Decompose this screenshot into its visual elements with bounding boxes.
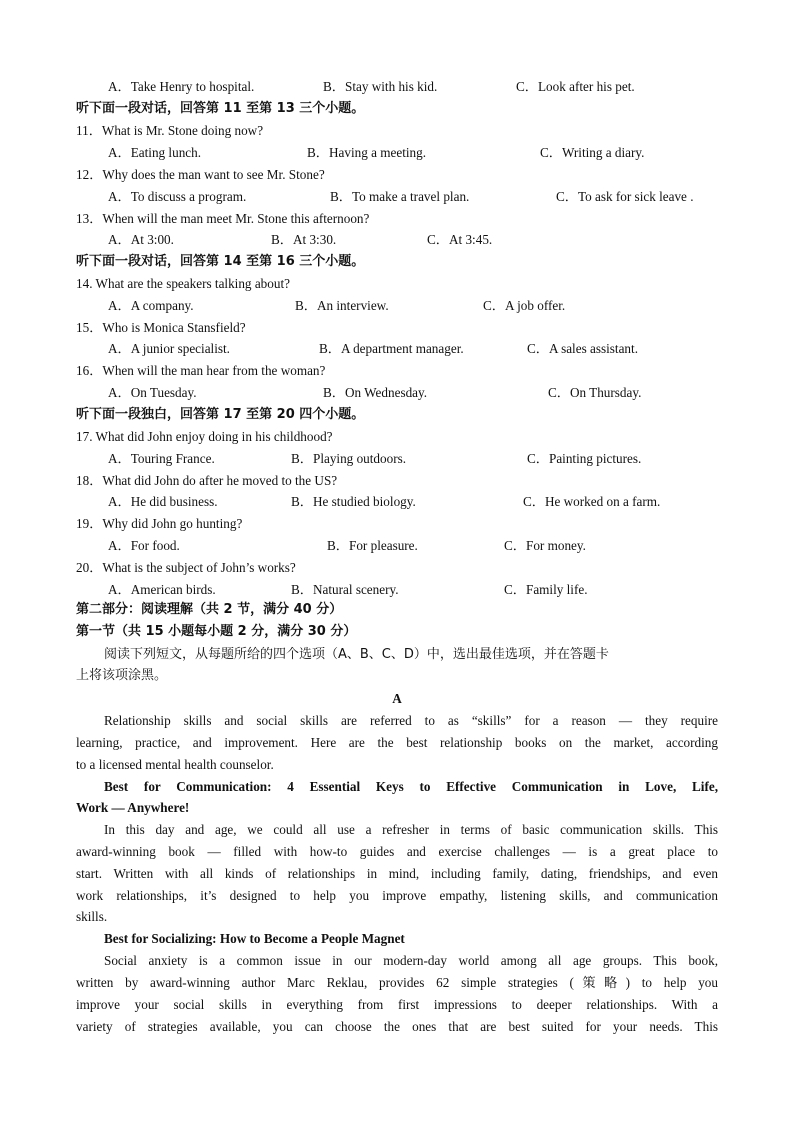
q10-option-a: A．Take Henry to hospital. xyxy=(108,79,255,94)
q17-option-c: C．Painting pictures. xyxy=(527,451,642,466)
q17-option-b: B．Playing outdoors. xyxy=(291,451,407,466)
book1-text-line-3: start. Written with all kinds of relationships in mind, including family, dating, friendships, and even xyxy=(76,866,718,881)
q19-option-a: A．For food. xyxy=(108,538,180,553)
q15-stem: 15．Who is Monica Stansfield? xyxy=(76,320,246,335)
q13-option-c: C．At 3:45. xyxy=(427,232,493,247)
q12-option-b: B．To make a travel plan. xyxy=(330,189,470,204)
section-heading-11-13: 听下面一段对话，回答第 11 至第 13 三个小题。 xyxy=(76,101,365,116)
book2-text-line-2: written by award-winning author Marc Reklau, provides 62 simple strategies (策略) to help you xyxy=(76,975,718,990)
q16-option-a: A．On Tuesday. xyxy=(108,385,197,400)
q11-option-a: A．Eating lunch. xyxy=(108,145,202,160)
q13-option-b: B．At 3:30. xyxy=(271,232,337,247)
intro-line-2: learning, practice, and improvement. Here are the best relationship books on the market, according xyxy=(76,735,718,750)
q18-option-c: C．He worked on a farm. xyxy=(523,494,661,509)
q11-option-b: B．Having a meeting. xyxy=(307,145,427,160)
q15-option-c: C．A sales assistant. xyxy=(527,341,638,356)
q12-option-c: C．To ask for sick leave . xyxy=(556,189,694,204)
book2-text-line-4: variety of strategies available, you can choose the ones that are best suited for your needs. This xyxy=(76,1019,718,1034)
q19-stem: 19．Why did John go hunting? xyxy=(76,516,243,531)
q19-option-b: B．For pleasure. xyxy=(327,538,418,553)
book1-text-line-5: skills. xyxy=(76,909,108,924)
q14-option-a: A．A company. xyxy=(108,298,194,313)
q20-option-a: A．American birds. xyxy=(108,582,216,597)
intro-line-1: Relationship skills and social skills are referred to as “skills” for a reason — they require xyxy=(104,713,718,728)
q10-option-b: B．Stay with his kid. xyxy=(323,79,438,94)
instructions-line-2: 上将该项涂黑。 xyxy=(76,668,168,683)
q13-stem: 13．When will the man meet Mr. Stone this afternoon? xyxy=(76,211,370,226)
q12-stem: 12．Why does the man want to see Mr. Stone? xyxy=(76,167,325,182)
part2-title: 第二部分：阅读理解（共 2 节，满分 40 分） xyxy=(76,602,343,617)
q16-option-b: B．On Wednesday. xyxy=(323,385,428,400)
book1-heading-line-1: Best for Communication: 4 Essential Keys to Effective Communication in Love, Life, xyxy=(104,779,718,794)
q11-option-c: C．Writing a diary. xyxy=(540,145,645,160)
q15-option-b: B．A department manager. xyxy=(319,341,464,356)
section-heading-14-16: 听下面一段对话，回答第 14 至第 16 三个小题。 xyxy=(76,254,365,269)
book1-text-line-1: In this day and age, we could all use a refresher in terms of basic communication skills. This xyxy=(104,822,718,837)
q20-stem: 20．What is the subject of John’s works? xyxy=(76,560,296,575)
section-heading-17-20: 听下面一段独白，回答第 17 至第 20 四个小题。 xyxy=(76,407,365,422)
book2-heading: Best for Socializing: How to Become a People Magnet xyxy=(104,931,405,946)
book2-text-line-3: improve your social skills in everything from first impressions to deeper relationships. With a xyxy=(76,997,718,1012)
q19-option-c: C．For money. xyxy=(504,538,586,553)
q12-option-a: A．To discuss a program. xyxy=(108,189,247,204)
q20-option-b: B．Natural scenery. xyxy=(291,582,399,597)
q20-option-c: C．Family life. xyxy=(504,582,588,597)
book1-heading-line-2: Work — Anywhere! xyxy=(76,800,190,815)
q10-option-c: C．Look after his pet. xyxy=(516,79,635,94)
q14-stem: 14. What are the speakers talking about? xyxy=(76,276,290,291)
q16-option-c: C．On Thursday. xyxy=(548,385,642,400)
q17-option-a: A．Touring France. xyxy=(108,451,215,466)
q11-stem: 11．What is Mr. Stone doing now? xyxy=(76,123,264,138)
q14-option-c: C．A job offer. xyxy=(483,298,566,313)
book1-text-line-4: work relationships, it’s designed to help you improve empathy, listening skills, and communication xyxy=(76,888,718,903)
q18-option-a: A．He did business. xyxy=(108,494,218,509)
q18-stem: 18．What did John do after he moved to the US? xyxy=(76,473,338,488)
book2-text-line-1: Social anxiety is a common issue in our modern-day world among all age groups. This book, xyxy=(104,953,718,968)
q13-option-a: A．At 3:00. xyxy=(108,232,174,247)
q18-option-b: B．He studied biology. xyxy=(291,494,416,509)
instructions-line-1: 阅读下列短文，从每题所给的四个选项（A、B、C、D）中，选出最佳选项，并在答题卡 xyxy=(104,647,609,662)
q16-stem: 16．When will the man hear from the woman? xyxy=(76,363,326,378)
section1-title: 第一节（共 15 小题每小题 2 分，满分 30 分） xyxy=(76,624,357,639)
q15-option-a: A．A junior specialist. xyxy=(108,341,230,356)
q17-stem: 17. What did John enjoy doing in his childhood? xyxy=(76,429,333,444)
passage-label: A xyxy=(392,691,402,706)
book1-text-line-2: award-winning book — filled with how-to guides and exercise challenges — is a great place to xyxy=(76,844,718,859)
intro-line-3: to a licensed mental health counselor. xyxy=(76,757,274,772)
q14-option-b: B．An interview. xyxy=(295,298,389,313)
